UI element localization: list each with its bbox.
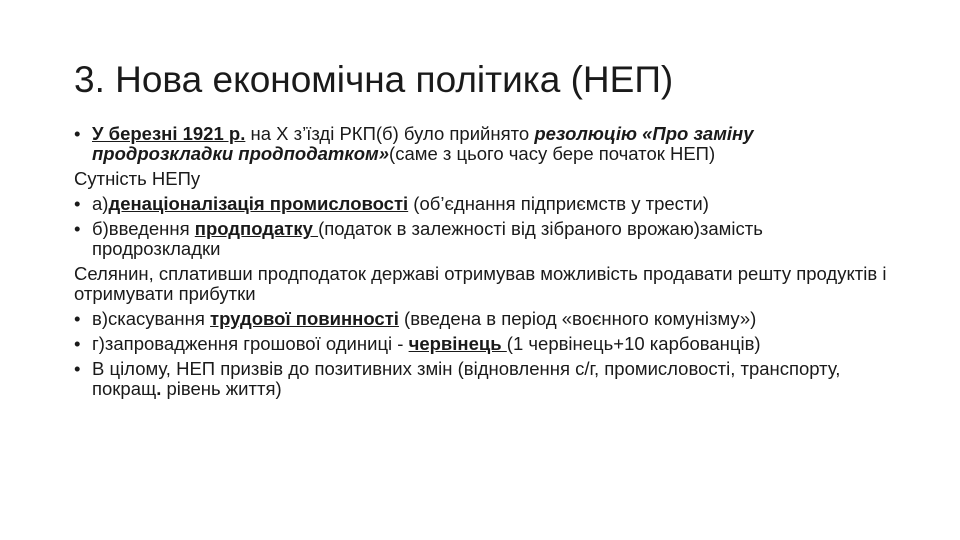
bullet-item-currency [74, 334, 889, 354]
resolution-text: резолюцію «Про заміну продрозкладки продподатком» [92, 123, 754, 164]
denationalization-term: денаціоналізація промисловості [108, 193, 409, 214]
slide-title: 3. Нова економічна політика (НЕП) [74, 59, 674, 100]
bullet-item-denationalization [74, 194, 889, 214]
labor-note: (введена в період «воєнного комунізму») [398, 308, 757, 329]
bullet-dot: • [74, 358, 81, 379]
date-text: У березні 1921 р. [92, 123, 246, 144]
denationalization-note: (об’єднання підприємств у трести) [408, 193, 709, 214]
bullet-dot: • [74, 123, 81, 144]
peasant-paragraph: Селянин, сплативши продподаток державі отримував можливість продавати решту продуктів і отримувати прибутки [74, 263, 887, 304]
tax-term: продподатку [194, 218, 319, 239]
bullet-item-resolution [74, 124, 889, 164]
bullet-dot: • [74, 333, 81, 354]
item-letter: а) [92, 193, 109, 214]
tax-note: (податок в залежності від зібраного врожаю)замість продрозкладки [92, 218, 763, 259]
essence-heading: Сутність НЕПу [74, 168, 201, 189]
summary-end: рівень життя) [161, 378, 282, 399]
bullet-dot: • [74, 308, 81, 329]
currency-note: (1 червінець+10 карбованців) [506, 333, 761, 354]
tax-intro: б)введення [92, 218, 195, 239]
bullet-dot: • [74, 193, 81, 214]
bullet-item-summary [74, 359, 889, 399]
slide-body [74, 124, 889, 404]
labor-duty-term: трудової повинності [210, 308, 399, 329]
summary-text: В цілому, НЕП призвів до позитивних змін (відновлення с/г, промисловості, транспорту, покращ [92, 358, 841, 399]
currency-intro: г)запровадження грошової одиниці - [92, 333, 409, 354]
chervonets-term: червінець [408, 333, 507, 354]
labor-intro: в)скасування [92, 308, 211, 329]
bullet-item-tax [74, 219, 889, 259]
summary-period: . [156, 378, 162, 399]
nep-start-text: (саме з цього часу бере початок НЕП) [389, 143, 716, 164]
bullet-item-labor-duty [74, 309, 889, 329]
bullet-dot: • [74, 218, 81, 239]
congress-text: на Х з’їзді РКП(б) було прийнято [245, 123, 535, 144]
